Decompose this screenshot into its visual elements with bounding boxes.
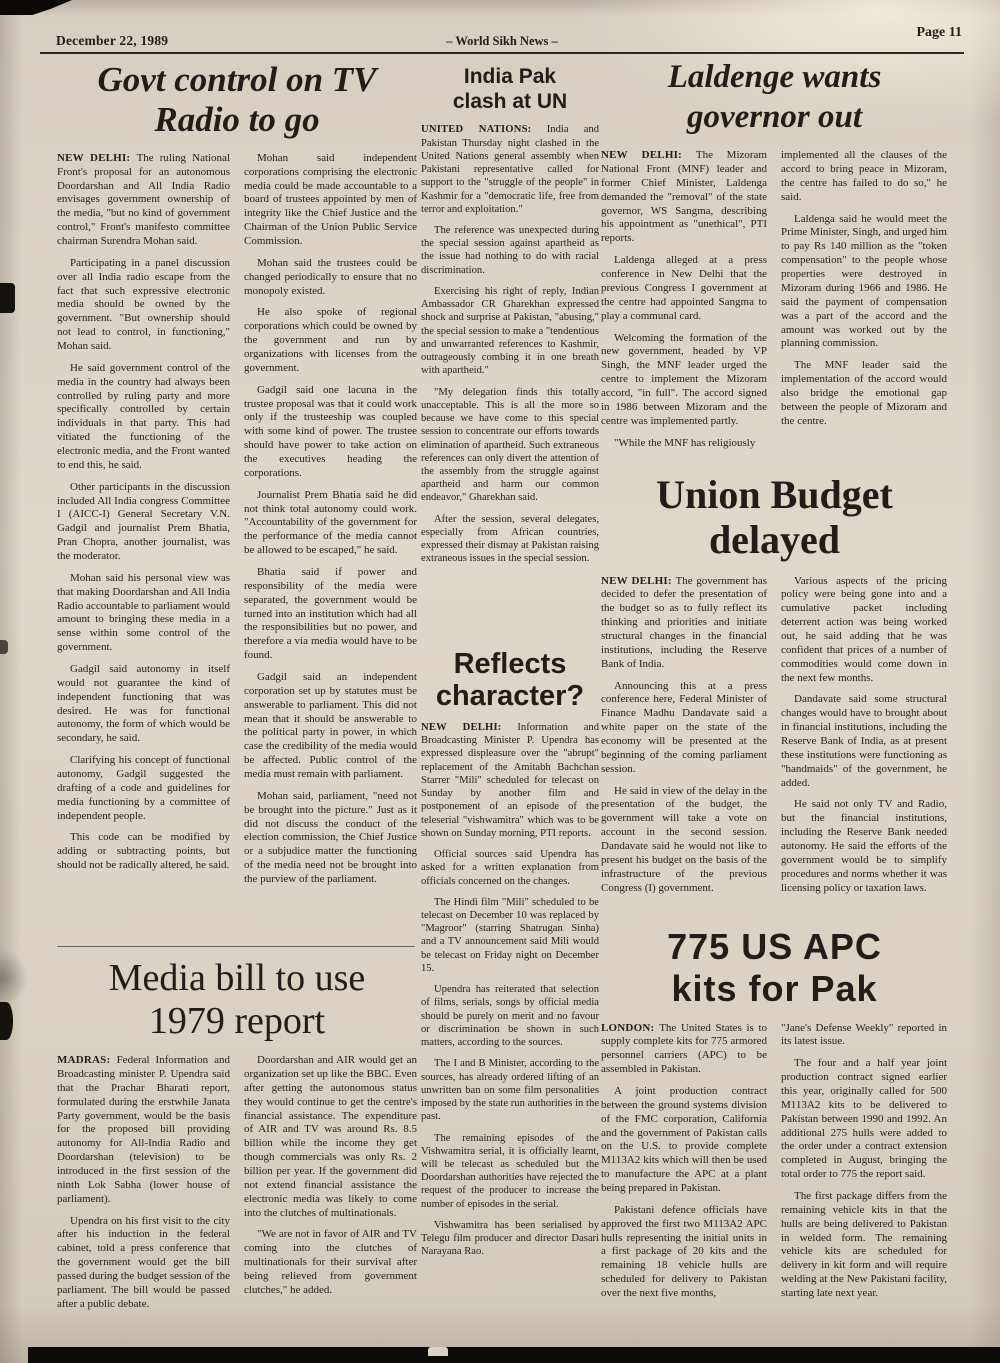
headline — [601, 473, 948, 563]
dateline: MADRAS: — [57, 1054, 117, 1067]
page-number: Page 11 — [916, 25, 962, 40]
headline — [601, 58, 948, 137]
paragraph: Participating in a panel discussion over all India radio escape from the fact that such expressive electronic media should be owned by the government. "But ownership should not lead to control, in functioning," Mohan said. — [57, 256, 230, 352]
paragraph: Other participants in the discussion included All India congress Committee I (AICC-I) General Secretary V.N. Gadgil and journalist Prem Bhatia, Pran Chopra, another journalist, was the moderator. — [57, 480, 230, 562]
dateline: NEW DELHI: — [57, 151, 137, 164]
headline-line: delayed — [708, 516, 841, 562]
article-column — [601, 1022, 767, 1309]
article-india-pak-clash-un — [421, 64, 599, 574]
headline — [421, 64, 599, 114]
paragraph: Pakistani defence officials have approved the first two M113A2 APC hulls representing the initial units in a first package of 20 kits and the remaining 18 vehicle hulls are scheduled for delivery to Pakistan over the next five months, — [601, 1203, 767, 1299]
article-column — [244, 1054, 417, 1306]
paragraph: This code can be modified by adding or subtracting points, but should not be radically altered, he said. — [57, 831, 230, 872]
dateline: NEW DELHI: — [601, 149, 696, 162]
paragraph: "We are not in favor of AIR and TV coming into the clutches of multinationals for their survival after being relieved from government clutches," he added. — [244, 1228, 417, 1296]
paragraph: Bhatia said if power and responsibility of the media were separated, the government would be turned into an institution which had all the responsibilities but no power, and therefore a via media would have to be found. — [244, 565, 417, 662]
paragraph: NEW DELHI: Information and Broadcasting Minister P. Upendra has expressed displeasure over the "abrupt" replacement of the Amitabh Bachchan Starrer "Mili" scheduled for telecast on Sunday by another film and postponement of an episode of the teleserial "vishwamitra" which was to be shown on Sunday morning, PTI reports. — [421, 721, 600, 839]
issue-date: December 22, 1989 — [56, 33, 169, 48]
paragraph: Mohan said, parliament, "need not be brought into the picture." Just as it did not discuss the conduct of the election commission, the Chief Justice or a subjudice matter the functioning of the media need not be brought into the purview of the parliament. — [244, 789, 417, 886]
article-body — [57, 1054, 417, 1319]
paragraph: Journalist Prem Bhatia said he did not think total autonomy could work. "Accountability of the government for the performance of the media cannot be allowed to be escaped," he said. — [244, 488, 417, 557]
paragraph: Exercising his right of reply, Indian Ambassador CR Gharekhan expressed shock and surprise at Pakistan, "abusing," the special session to make a "tendentious and unwarranted references to Kashmir, outrageously combing it in one breath with apartheid." — [421, 285, 599, 377]
paragraph: LONDON: The United States is to supply complete kits for 775 armored personnel carriers (APC) to be assembled in Pakistan. — [601, 1021, 767, 1076]
paragraph: Clarifying his concept of functional autonomy, Gadgil suggested the drafting of a code and guidelines for media functioning by a committee of independent people. — [57, 754, 230, 822]
paragraph: The first package differs from the remaining vehicle kits in that the hulls are being delivered to Pakistan in welded form. The remaining vehicle kits are scheduled for delivery in kit form and will require welding at the New Pakistani facility, starting late next year. — [781, 1189, 947, 1299]
paragraph: The I and B Minister, according to the sources, has already ordered lifting of an unwritten ban on some film personalities imposed by the state run authorities in the past. — [421, 1058, 599, 1123]
paragraph: NEW DELHI: The government has decided to defer the presentation of the budget so as to fully reflect its thinking and priorities and initiate structural changes in the financial institutions, including the Reserve Bank of India. — [601, 574, 767, 670]
paragraph: The four and a half year joint production contract signed earlier this year, originally called for 500 M113A2 kits to be delivered to Pakistan between 1990 and 1992. An additional 275 hulls were added to the order under a contract extension completed in August, bringing the total order to 775 the report said. — [781, 1057, 947, 1181]
paragraph: The reference was unexpected during the special session against apartheid as the issue had nothing to do with racial discrimination. — [421, 225, 599, 276]
article-union-budget-delayed — [601, 473, 948, 904]
paragraph: Gadgil said autonomy in itself would not guarantee the kind of independent functioning that was desired. He was for functional autonomy, the form of which would be secondary, he said. — [57, 663, 230, 745]
paragraph: A joint production contract between the ground systems division of the FMC corporation, California and the government of Pakistan calls on the U.S. to provide complete M113A2 kits which will then be used to manufacture the APC at a plant being prepared in Pakistan. — [601, 1084, 767, 1194]
article-reflects-character — [421, 648, 599, 1267]
ink-mark-top-left — [0, 0, 72, 15]
paragraph: Mohan said independent corporations comprising the electronic media could be made accountable to a board of trustees appointed by men of integrity like the Chief Justice and the Chairman of the Union Public Service Commission. — [244, 151, 417, 247]
headline-line: clash at UN — [452, 90, 568, 114]
article-body — [601, 1022, 948, 1309]
headline-line: character? — [435, 680, 585, 713]
headline — [57, 957, 417, 1042]
ink-mark-left-edge — [0, 283, 15, 313]
paragraph: NEW DELHI: The Mizoram National Front (MNF) leader and former Chief Minister, Laldenga demanded the "removal" of the state governor, WS Sangma, describing his appointment as "unethical", PTI reports. — [601, 149, 767, 245]
paragraph: Vishwamitra has been serialised by Telegu film producer and director Dasari Narayana Rao. — [421, 1219, 599, 1258]
article-column — [781, 575, 947, 904]
article-body — [601, 149, 948, 458]
paragraph: Various aspects of the pricing policy were being gone into and a cumulative packet including deterrent action was being worked out, he said adding that he was confident that prices of a number of commodities would come down in the next few months. — [781, 574, 947, 684]
article-column — [57, 152, 230, 881]
paragraph: Mohan said his personal view was that making Doordarshan and All India Radio accountable to parliament would amount to bringing these media in a sense within some control of the government. — [57, 571, 230, 654]
paragraph: "While the MNF has religiously — [614, 436, 756, 449]
headline-line: Reflects — [453, 648, 567, 680]
paragraph: MADRAS: Federal Information and Broadcasting minister P. Upendra said that the Prachar Bharati report, formulated during the erstwhile Janata Party government, would be the basis for the proposed bill providing autonomy for All-India Radio and Doordarshan (television) to be introduced in the first session of the ninth Lok Sabha (lower house of parliament). — [57, 1054, 230, 1205]
paragraph: NEW DELHI: The ruling National Front's proposal for an autonomous Doordarshan and All India Radio envisages government ownership of the media, "but no kind of government control," Front's manifesto committee chairman Surendra Mohan said. — [57, 151, 230, 247]
paragraph: The Hindi film "Mili" scheduled to be telecast on December 10 was replaced by "Magroor" (starring Shatrugan Sinha) and a TV announcement said Mili would be telecast on Friday night on December 15. — [421, 896, 599, 974]
page-header — [40, 24, 964, 54]
paragraph: He said in view of the delay in the presentation of the budget, the government will take a vote on account in the second session. Dandavate said he would not like to present his budget on the basis of the infrastructure of the previous Congress (I) government. — [601, 784, 767, 894]
paragraph: Dandavate said some structural changes would have to brought about in financial institutions, including the Reserve Bank of India, as at present these institutions were functioning as "handmaids" of the government, he added. — [781, 693, 947, 789]
article-body — [57, 152, 417, 895]
scan-bar-notch — [428, 1347, 448, 1356]
ink-dot-left-edge — [0, 640, 8, 654]
article-column — [781, 1022, 947, 1309]
headline-line: Media bill to use — [108, 957, 366, 999]
paragraph: Welcoming the formation of the new government, headed by VP Singh, the MNF leader urged the centre to implement the Mizoram accord, "in full". The accord signed in 1986 between Mizoram and the centre was implemented partly. — [601, 331, 767, 427]
headline-line: Radio to go — [154, 99, 320, 139]
paragraph: The MNF leader said the implementation of the accord would also bridge the emotional gap between the people of Mizoram and the centre. — [781, 359, 947, 427]
headline-line: Govt control on TV — [97, 60, 377, 99]
section-divider-rule — [57, 946, 415, 947]
article-body — [601, 575, 948, 904]
paragraph: "My delegation finds this totally unacceptable. This is all the more so because we have come to this special session to concentrate our efforts towards elimination of apartheid. Such extraneous references can only divert the attention of the assembly from the struggle against apartheid and harm our common endeavor," Gharekhan said. — [421, 386, 599, 504]
article-column — [244, 152, 417, 895]
headline — [57, 60, 417, 140]
article-column — [57, 1054, 230, 1319]
article-column — [601, 575, 767, 904]
headline — [421, 648, 599, 713]
paragraph: Gadgil said one lacuna in the trustee proposal was that it could work only if the trusteeship was coupled with some kind of power. The trustee should have power to take action on the executives heading the corporations. — [244, 383, 417, 479]
headline-line: 1979 report — [148, 999, 326, 1042]
headline-line: governor out — [686, 98, 863, 135]
paragraph: Official sources said Upendra has asked for a written explanation from officials concerned on the changes. — [421, 849, 599, 887]
dateline: NEW DELHI: — [601, 574, 676, 587]
paragraph: Upendra on his first visit to the city after his induction in the federal cabinet, told a press conference that the government would get the bill passed during the budget session of the parliament. The bill would be passed after a public debate. — [57, 1214, 230, 1310]
paragraph: Announcing this at a press conference here, Federal Minister of Finance Madhu Dandavate said a white paper on the state of the economy will be presented at the beginning of the coming parliament session. — [601, 679, 767, 775]
headline-line: Laldenge wants — [667, 59, 882, 95]
paragraph: Laldenga alleged at a press conference in New Delhi that the previous Congress I government at the centre had appointed Sangma to play a communal card. — [601, 254, 767, 322]
headline-line: Union Budget — [656, 472, 893, 517]
paragraph: He said government control of the media in the country had always been controlled by ruling party and more specifically controlled by certain individuals in that party. This had vitiated the functioning of the electronic media, and the Front wanted to end this, he said. — [57, 361, 230, 471]
paragraph: The remaining episodes of the Vishwamitra serial, it is officially learnt, will be telecast as scheduled but the Doordarshan authorities have rejected the request of the producer to increase the number of episodes in the serial. — [421, 1132, 599, 1210]
paragraph: UNITED NATIONS: India and Pakistan Thursday night clashed in the United Nations general assembly when Pakistani representative called for support to the "struggle of the people" in Kashmir for a "democratic life, free from terror and exploitation." — [421, 124, 599, 215]
headline-line: 775 US APC — [667, 926, 882, 967]
ink-mark-left-edge — [0, 1002, 13, 1040]
article-column — [421, 123, 599, 565]
paragraph: He also spoke of regional corporations which could be owned by the government and run by organizations with licenses from the government. — [244, 306, 417, 374]
article-media-bill-1979-report — [57, 957, 417, 1320]
article-column — [421, 721, 599, 1259]
paragraph: "Jane's Defense Weekly" reported in its latest issue. — [781, 1021, 947, 1048]
dateline: LONDON: — [601, 1021, 660, 1034]
article-column — [601, 149, 767, 458]
headline — [601, 926, 948, 1010]
article-column — [781, 149, 947, 436]
headline-line: India Pak — [463, 65, 557, 88]
dateline: UNITED NATIONS: — [421, 124, 547, 136]
smudge-left-edge — [0, 950, 28, 1006]
paragraph: Laldenga said he would meet the Prime Minister, Singh, and urged him to pay Rs 140 million as the "token compensation" to the people whose properties were destroyed in Mizoram during 1966 and 1986. He said the payment of compensation was a part of the accord and the amount was worked out by the planning commission. — [781, 212, 947, 350]
paragraph: After the session, several delegates, especially from African countries, expressed their dismay at Pakistan raising extraneous issues in the special session. — [421, 513, 599, 565]
paragraph: implemented all the clauses of the accord to bring peace in Mizoram, the centre has failed to do so," he said. — [781, 149, 947, 203]
dateline: NEW DELHI: — [421, 721, 518, 733]
paragraph: He said not only TV and Radio, but the financial institutions, including the Reserve Bank needed autonomy. He said the efforts of the government would be to simplify procedures and norms whether it was licensing policy or taxation laws. — [781, 798, 947, 894]
article-laldenge-governor — [601, 58, 948, 458]
paragraph: Doordarshan and AIR would get an organization set up like the BBC. Even after getting the autonomous status they would continue to get the centre's financial assistance. The expenditure of AIR and TV was around Rs. 8.5 billion while the income they get though commercials was only Rs. 2 billion per year. If the government did not extend financial assistance the electronic media was likely to come into the clutches of multinationals. — [244, 1054, 417, 1219]
headline-line: kits for Pak — [671, 967, 878, 1009]
article-govt-control-tv-radio — [57, 60, 417, 895]
scan-black-bar — [28, 1347, 1000, 1363]
paragraph: Gadgil said an independent corporation set up by statutes must be answerable to parliament. This did not mean that it should be answerable to the political party in power, in which case the credibility of the media would be affected. Public control of the media must remain with parliament. — [244, 671, 417, 781]
paragraph: Upendra has reiterated that selection of films, serials, songs by official media should be purely on merit and no favour or discrimination be shown in such matters, according to the sources. — [421, 984, 599, 1049]
article-775-apc-kits-pak — [601, 926, 948, 1309]
newspaper-name: – World Sikh News – — [446, 34, 558, 48]
paragraph: Mohan said the trustees could be changed periodically to ensure that no monopoly existed. — [244, 256, 417, 297]
